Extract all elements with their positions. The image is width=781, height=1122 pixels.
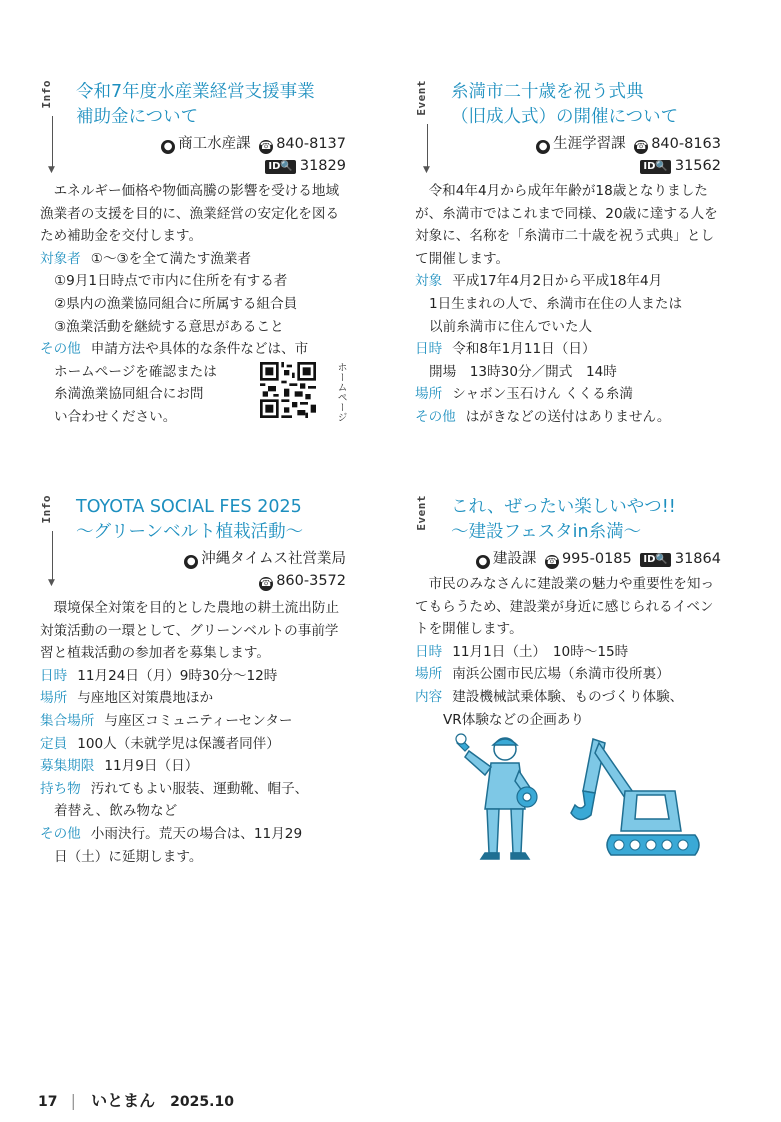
page-id: 31829 [299,158,346,174]
footer-divider: | [70,1091,76,1110]
tag-line [52,531,53,581]
tag-arrow-icon: ▼ [48,165,55,175]
body-paragraph: 令和4年4月から成年年齢が18歳となりましたが、糸満市ではこれまで同様、20歳に達する人を対象に、名称を「糸満市二十歳を祝う式典」として開催します。 [415,183,718,267]
excavator-illustration [565,735,705,861]
article-title: 令和7年度水産業経営支援事業 補助金について [76,82,315,127]
dept-name: 建設課 [492,551,537,567]
detail-row: 対象 平成17年4月2日から平成18年4月 [415,273,663,290]
qr-code-graphic [260,362,316,418]
phone-number: 840-8163 [651,136,721,152]
detail-row: 対象者 ①～③を全て満たす漁業者 [40,250,252,267]
publication-logo: いとまん [91,1091,156,1110]
article-tag [40,80,55,175]
article-tag [40,495,55,588]
tag-line [52,116,53,168]
detail-row: 集合場所 与座区コミュニティーセンター [40,712,293,729]
dept-name: 沖縄タイムス社営業局 [201,551,346,567]
detail-row: 日時 11月1日（土） 10時～15時 [415,643,629,660]
detail-row: 日時 11月24日（月）9時30分～12時 [40,667,278,684]
qr-code[interactable] [260,362,316,418]
detail-row: ③漁業活動を継続する意思があること [54,318,284,335]
detail-row: その他 申請方法や具体的な条件などは、市 [40,341,309,358]
detail-row: 1日生まれの人で、糸満市在住の人または [429,295,683,312]
body-paragraph: エネルギー価格や物価高騰の影響を受ける地域漁業者の支援を目的に、漁業経営の安定化を図るため補助金を交付します。 [40,183,340,245]
dept-name: 商工水産課 [178,136,251,152]
tag-info-label: Info [40,495,53,524]
page-id: 31864 [674,551,721,567]
tag-arrow-icon: ▼ [48,578,55,588]
article-tag [415,80,430,175]
detail-row: 内容 建設機械試乗体験、ものづくり体験、 [415,688,684,705]
detail-row: その他 はがきなどの送付はありません。 [415,408,671,425]
phone-icon: ☎ [634,141,648,152]
detail-row: 日（土）に延期します。 [54,848,203,865]
detail-row: 持ち物 汚れてもよい服装、運動靴、帽子、 [40,780,309,797]
detail-row: 場所 南浜公園市民広場（糸満市役所裏） [415,666,670,683]
person-icon: ● [184,555,198,569]
worker-illustration [455,731,551,861]
page-number: 17 [38,1094,58,1110]
page-id: 31562 [674,158,721,174]
body-paragraph: 市民のみなさんに建設業の魅力や重要性を知ってもらうため、建設業が身近に感じられるイベントを開催します。 [415,576,715,638]
detail-row: 開場 13時30分／開式 14時 [429,363,617,380]
detail-row: 糸満漁業協同組合にお問 [54,386,204,403]
detail-row: 場所 与座地区対策農地ほか [40,690,214,707]
article-body [415,573,721,731]
qr-caption: ホームページ [335,362,346,422]
detail-row: 以前糸満市に住んでいた人 [429,318,593,335]
article-body [415,180,721,429]
id-search-icon: ID🔍 [640,160,670,174]
article-fisheries-subsidy [40,80,346,430]
detail-row: 着替え、飲み物など [54,803,178,820]
dept-name: 生涯学習課 [553,136,626,152]
detail-row: 定員 100人（未就学児は保護者同伴） [40,735,280,752]
article-title: TOYOTA SOCIAL FES 2025 ～グリーンベルト植栽活動～ [76,497,304,542]
phone-icon: ☎ [545,556,559,567]
contact-info [184,548,346,592]
person-icon: ● [476,555,490,569]
article-tag [415,495,429,531]
article-greenbelt [40,495,346,875]
tag-line [427,124,428,168]
person-icon: ● [536,140,550,154]
contact-info [476,548,721,570]
article-coming-of-age [415,80,721,430]
contact-info [161,133,346,177]
body-paragraph: 環境保全対策を目的とした農地の耕土流出防止対策活動の一環として、グリーンベルトの事前学習と植栽活動の参加者を募集します。 [40,600,340,662]
detail-row: 募集期限 11月9日（日） [40,758,199,775]
article-title: これ、ぜったい楽しいやつ!! ～建設フェスタin糸満～ [451,497,676,542]
article-body [40,597,346,868]
phone-icon: ☎ [259,141,273,152]
phone-number: 840-8137 [276,136,346,152]
page-footer [38,1088,234,1111]
person-icon: ● [161,140,175,154]
detail-row: ②県内の漁業協同組合に所属する組合員 [54,295,298,312]
tag-info-label: Info [40,80,53,109]
detail-row: VR体験などの企画あり [443,711,585,728]
id-search-icon: ID🔍 [265,160,295,174]
tag-event-label: Event [415,495,428,531]
detail-row: い合わせください。 [54,408,177,425]
detail-row: ホームページを確認または [54,363,217,380]
article-title: 糸満市二十歳を祝う式典 （旧成人式）の開催について [451,82,679,127]
id-search-icon: ID🔍 [640,553,670,567]
detail-row: ①9月1日時点で市内に住所を有する者 [54,273,288,290]
detail-row: その他 小雨決行。荒天の場合は、11月29 [40,825,303,842]
contact-info [536,133,721,177]
tag-event-label: Event [415,80,428,116]
article-construction-festa [415,495,721,875]
phone-number: 860-3572 [276,573,346,589]
phone-icon: ☎ [259,578,273,589]
detail-row: 日時 令和8年1月11日（日） [415,341,596,358]
tag-arrow-icon: ▼ [423,165,430,175]
detail-row: 場所 シャボン玉石けん くくる糸満 [415,386,633,403]
phone-number: 995-0185 [561,551,632,567]
issue-date: 2025.10 [170,1094,234,1110]
